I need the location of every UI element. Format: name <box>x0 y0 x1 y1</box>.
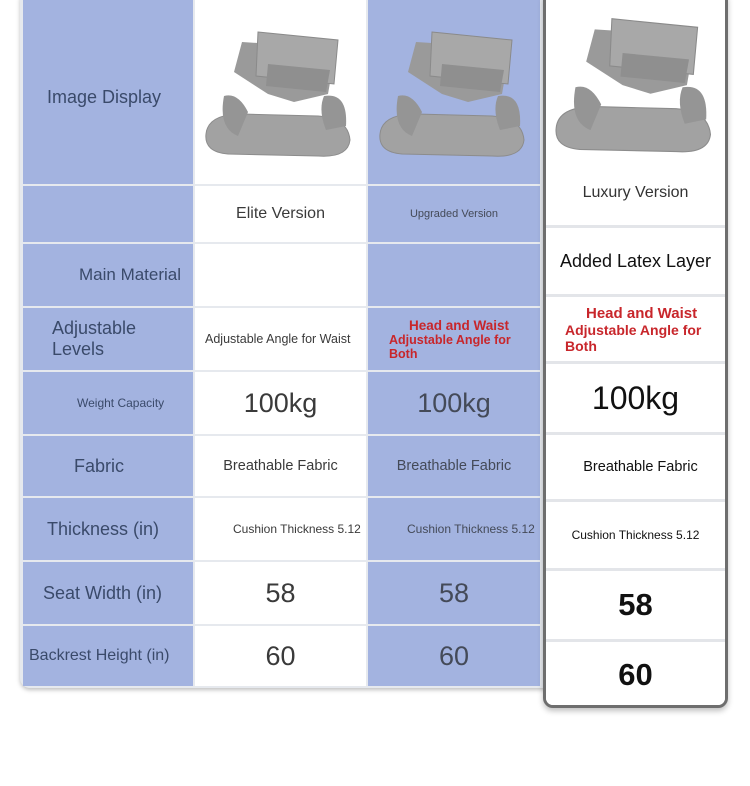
luxury-thickness: Cushion Thickness 5.12 <box>546 502 725 568</box>
upgraded-adjustable: Adjustable Angle for Both <box>389 332 511 361</box>
row-label-image-display: Image Display <box>23 0 193 184</box>
gray-floor-chair-image <box>547 8 725 158</box>
elite-weight: 100kg <box>195 372 366 434</box>
upgraded-adjustable-highlight: Head and Waist <box>409 317 510 333</box>
luxury-adjustable-highlight: Head and Waist <box>586 304 698 322</box>
row-label-adjustable-levels: Adjustable Levels <box>23 308 193 370</box>
upgraded-thickness: Cushion Thickness 5.12 <box>368 498 540 560</box>
luxury-image-cell <box>546 0 725 161</box>
elite-image-cell <box>195 0 366 184</box>
row-label-thickness: Thickness (in) <box>23 498 193 560</box>
luxury-weight: 100kg <box>546 364 725 432</box>
upgraded-seat: 58 <box>368 562 540 624</box>
upgraded-version: Upgraded Version <box>368 186 540 242</box>
row-label-backrest-height: Backrest Height (in) <box>23 626 193 686</box>
elite-thickness: Cushion Thickness 5.12 <box>195 498 366 560</box>
luxury-material: Added Latex Layer <box>546 228 725 294</box>
upgraded-material <box>368 244 540 306</box>
gray-floor-chair-image <box>372 22 537 162</box>
elite-seat: 58 <box>195 562 366 624</box>
elite-adjustable: Adjustable Angle for Waist <box>195 308 366 370</box>
row-label-seat-width: Seat Width (in) <box>23 562 193 624</box>
upgraded-backrest: 60 <box>368 626 540 686</box>
luxury-backrest: 60 <box>546 642 725 708</box>
luxury-fabric: Breathable Fabric <box>546 435 725 499</box>
gray-floor-chair-image <box>198 22 363 162</box>
upgraded-adjustable-cell <box>368 308 540 370</box>
elite-version: Elite Version <box>195 186 366 242</box>
luxury-seat: 58 <box>546 571 725 639</box>
row-label-version <box>23 186 193 242</box>
upgraded-image-cell <box>368 0 540 184</box>
row-label-fabric: Fabric <box>23 436 193 496</box>
luxury-version: Luxury Version <box>546 161 725 225</box>
elite-backrest: 60 <box>195 626 366 686</box>
luxury-column <box>543 0 728 708</box>
luxury-adjustable: Adjustable Angle for Both <box>565 321 702 354</box>
upgraded-weight: 100kg <box>368 372 540 434</box>
row-label-main-material: Main Material <box>23 244 193 306</box>
elite-material <box>195 244 366 306</box>
elite-fabric: Breathable Fabric <box>195 436 366 496</box>
upgraded-fabric: Breathable Fabric <box>368 436 540 496</box>
luxury-adjustable-cell <box>546 297 725 361</box>
row-label-weight-capacity: Weight Capacity <box>23 372 193 434</box>
